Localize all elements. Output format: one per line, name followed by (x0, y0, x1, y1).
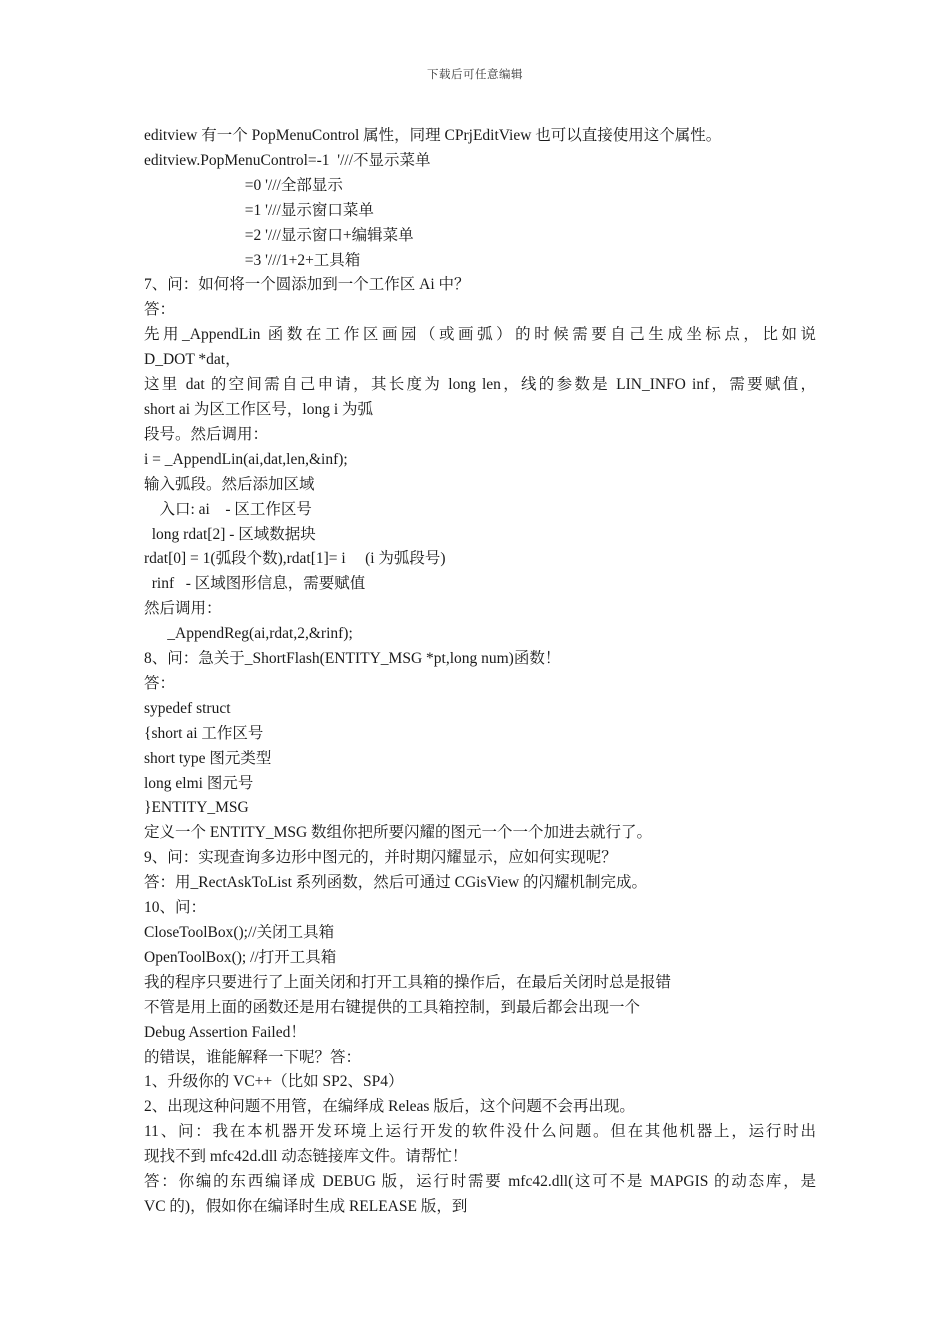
text-line: 入口: ai - 区工作区号 (144, 500, 312, 518)
text-line: 段号。然后调用： (144, 425, 269, 443)
text-line: 答：用_RectAskToList 系列函数，然后可通过 CGisView 的闪耀机制完成。 (144, 874, 648, 892)
text-line: 2、出现这种问题不用管，在编绎成 Releas 版后，这个问题不会再出现。 (144, 1098, 635, 1116)
text-line: 10、问： (144, 899, 207, 917)
text-line: 11、问：我在本机器开发环境上运行开发的软件没什么问题。但在其他机器上，运行时出 (144, 1123, 816, 1141)
text-line: 先用_AppendLin 函数在工作区画园（或画弧）的时候需要自己生成坐标点，比如说 (144, 326, 816, 344)
text-line: sypedef struct (144, 699, 231, 717)
text-line: {short ai 工作区号 (144, 724, 264, 742)
text-line: long elmi 图元号 (144, 774, 254, 792)
text-line: 8、问：急关于_ShortFlash(ENTITY_MSG *pt,long num)函数！ (144, 650, 561, 668)
text-line: 这里 dat 的空间需自己申请，其长度为 long len，线的参数是 LIN_INFO inf，需要赋值， (144, 376, 816, 394)
text-line: rinf - 区域图形信息，需要赋值 (144, 575, 366, 593)
page-header: 下载后可任意编辑 (427, 69, 523, 81)
text-line: =3 '///1+2+工具箱 (144, 251, 361, 269)
text-line: 我的程序只要进行了上面关闭和打开工具箱的操作后，在最后关闭时总是报错 (144, 973, 672, 991)
text-line: 然后调用： (144, 600, 222, 618)
text-line: =2 '///显示窗口+编辑菜单 (144, 226, 414, 244)
text-line: 现找不到 mfc42d.dll 动态链接库文件。请帮忙！ (144, 1148, 468, 1166)
text-line: Debug Assertion Failed！ (144, 1023, 306, 1041)
text-line: =0 '///全部显示 (144, 176, 343, 194)
text-line: 不管是用上面的函数还是用右键提供的工具箱控制，到最后都会出现一个 (144, 998, 641, 1016)
text-line: }ENTITY_MSG (144, 799, 249, 817)
text-line: _AppendReg(ai,rdat,2,&rinf); (144, 625, 353, 643)
text-line: 9、问：实现查询多边形中图元的，并时期闪耀显示，应如何实现呢？ (144, 849, 617, 867)
text-line: editview 有一个 PopMenuControl 属性，同理 CPrjEditView 也可以直接使用这个属性。 (144, 127, 722, 144)
text-line: 的错误，谁能解释一下呢？答： (144, 1048, 362, 1066)
text-line: i = _AppendLin(ai,dat,len,&inf); (144, 450, 348, 468)
text-line: D_DOT *dat， (144, 351, 241, 369)
text-line: 7、问：如何将一个圆添加到一个工作区 Ai 中？ (144, 276, 470, 294)
text-line: 定义一个 ENTITY_MSG 数组你把所要闪耀的图元一个一个加进去就行了。 (144, 824, 653, 842)
text-line: CloseToolBox();//关闭工具箱 (144, 924, 335, 941)
text-line: VC 的)，假如你在编译时生成 RELEASE 版，到 (144, 1197, 468, 1215)
text-line: long rdat[2] - 区域数据块 (144, 525, 316, 543)
text-line: short ai 为区工作区号，long i 为弧 (144, 400, 374, 418)
text-line: =1 '///显示窗口菜单 (144, 201, 374, 219)
document-body (144, 124, 816, 1220)
text-line: rdat[0] = 1(弧段个数),rdat[1]= i (i 为弧段号) (144, 550, 446, 568)
text-line: 输入弧段。然后添加区域 (144, 475, 315, 493)
text-line: 答：你编的东西编译成 DEBUG 版，运行时需要 mfc42.dll(这可不是 MAPGIS 的动态库，是 (144, 1173, 816, 1191)
text-line: short type 图元类型 (144, 749, 272, 767)
text-line: 1、升级你的 VC++（比如 SP2、SP4） (144, 1073, 404, 1091)
text-line: OpenToolBox(); //打开工具箱 (144, 948, 337, 966)
text-line: 答： (144, 674, 176, 692)
text-line: editview.PopMenuControl=-1 '///不显示菜单 (144, 151, 431, 169)
text-line: 答： (144, 301, 176, 319)
